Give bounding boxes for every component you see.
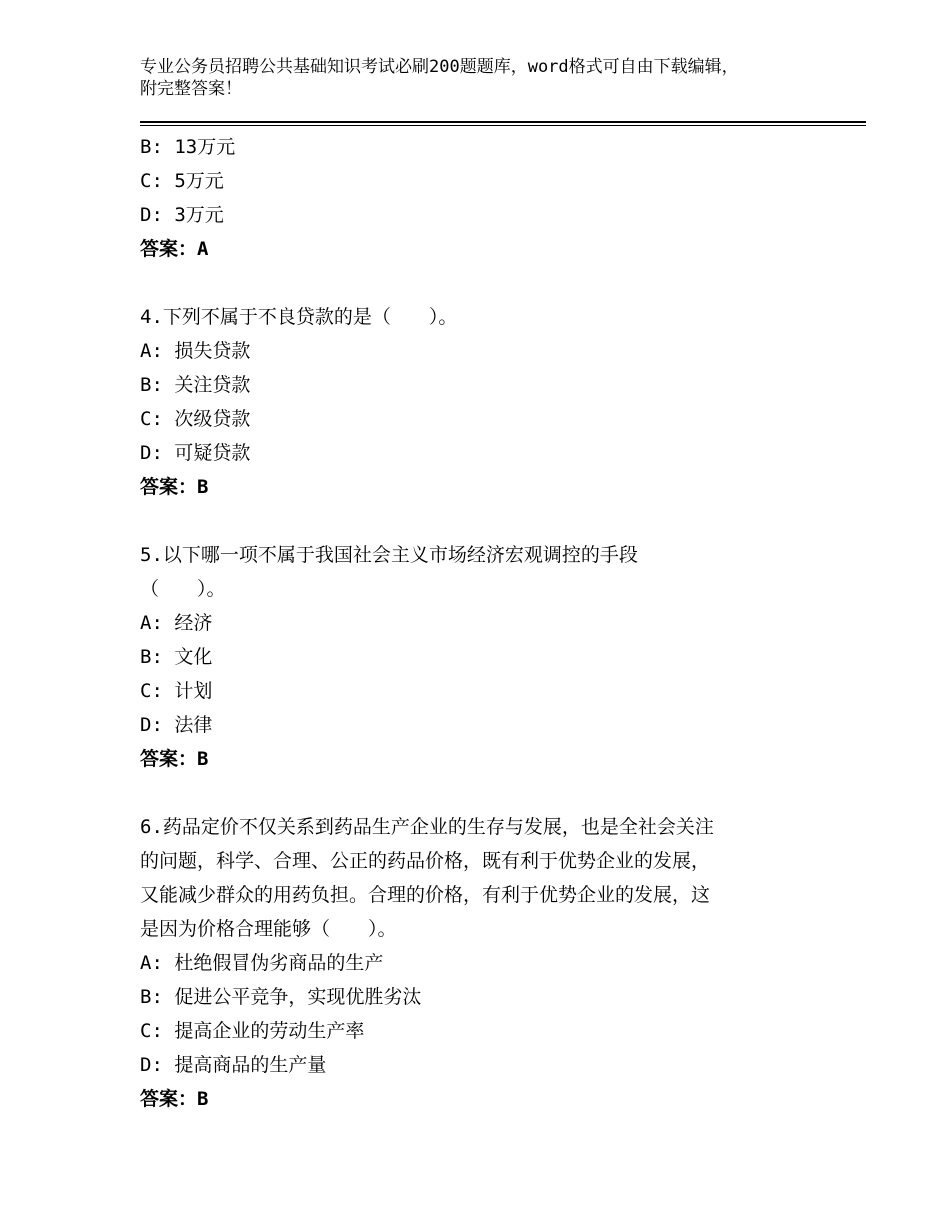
- option-d: D: 3万元: [140, 204, 224, 226]
- answer: 答案：B: [140, 476, 209, 498]
- option-d: D: 提高商品的生产量: [140, 1054, 327, 1076]
- answer: 答案：B: [140, 748, 209, 770]
- option-b: B: 关注贷款: [140, 374, 251, 396]
- header-line-1: 专业公务员招聘公共基础知识考试必刷200题题库，word格式可自由下载编辑，: [140, 57, 739, 77]
- document-body: [140, 130, 860, 1116]
- option-c: C: 计划: [140, 680, 213, 702]
- option-c: C: 次级贷款: [140, 408, 251, 430]
- option-a: A: 损失贷款: [140, 340, 251, 362]
- option-a: A: 杜绝假冒伪劣商品的生产: [140, 952, 384, 974]
- option-c: C: 5万元: [140, 170, 224, 192]
- option-d: D: 法律: [140, 714, 213, 736]
- question-5: [140, 538, 860, 776]
- option-a: A: 经济: [140, 612, 213, 634]
- header-divider-thin: [140, 125, 866, 126]
- option-b: B: 13万元: [140, 136, 236, 158]
- question-stem-line: 5.以下哪一项不属于我国社会主义市场经济宏观调控的手段: [140, 544, 638, 566]
- header-line-2: 附完整答案！: [140, 79, 242, 99]
- question-4: [140, 300, 860, 504]
- question-stem: 4.下列不属于不良贷款的是（ ）。: [140, 306, 458, 328]
- option-b: B: 文化: [140, 646, 213, 668]
- header-divider-thick: [140, 121, 866, 123]
- question-stem-line: 是因为价格合理能够（ ）。: [140, 918, 397, 940]
- question-3: [140, 130, 860, 266]
- question-stem-line: 6.药品定价不仅关系到药品生产企业的生存与发展，也是全社会关注: [140, 816, 714, 838]
- question-6: [140, 810, 860, 1116]
- option-d: D: 可疑贷款: [140, 442, 251, 464]
- question-stem-line: 又能减少群众的用药负担。合理的价格，有利于优势企业的发展，这: [140, 884, 711, 906]
- option-b: B: 促进公平竞争，实现优胜劣汰: [140, 986, 422, 1008]
- answer: 答案：A: [140, 238, 209, 260]
- page-header: [140, 56, 860, 100]
- option-c: C: 提高企业的劳动生产率: [140, 1020, 365, 1042]
- question-stem-line: 的问题，科学、合理、公正的药品价格，既有利于优势企业的发展，: [140, 850, 711, 872]
- question-stem-line: （ ）。: [140, 578, 226, 600]
- answer: 答案：B: [140, 1088, 209, 1110]
